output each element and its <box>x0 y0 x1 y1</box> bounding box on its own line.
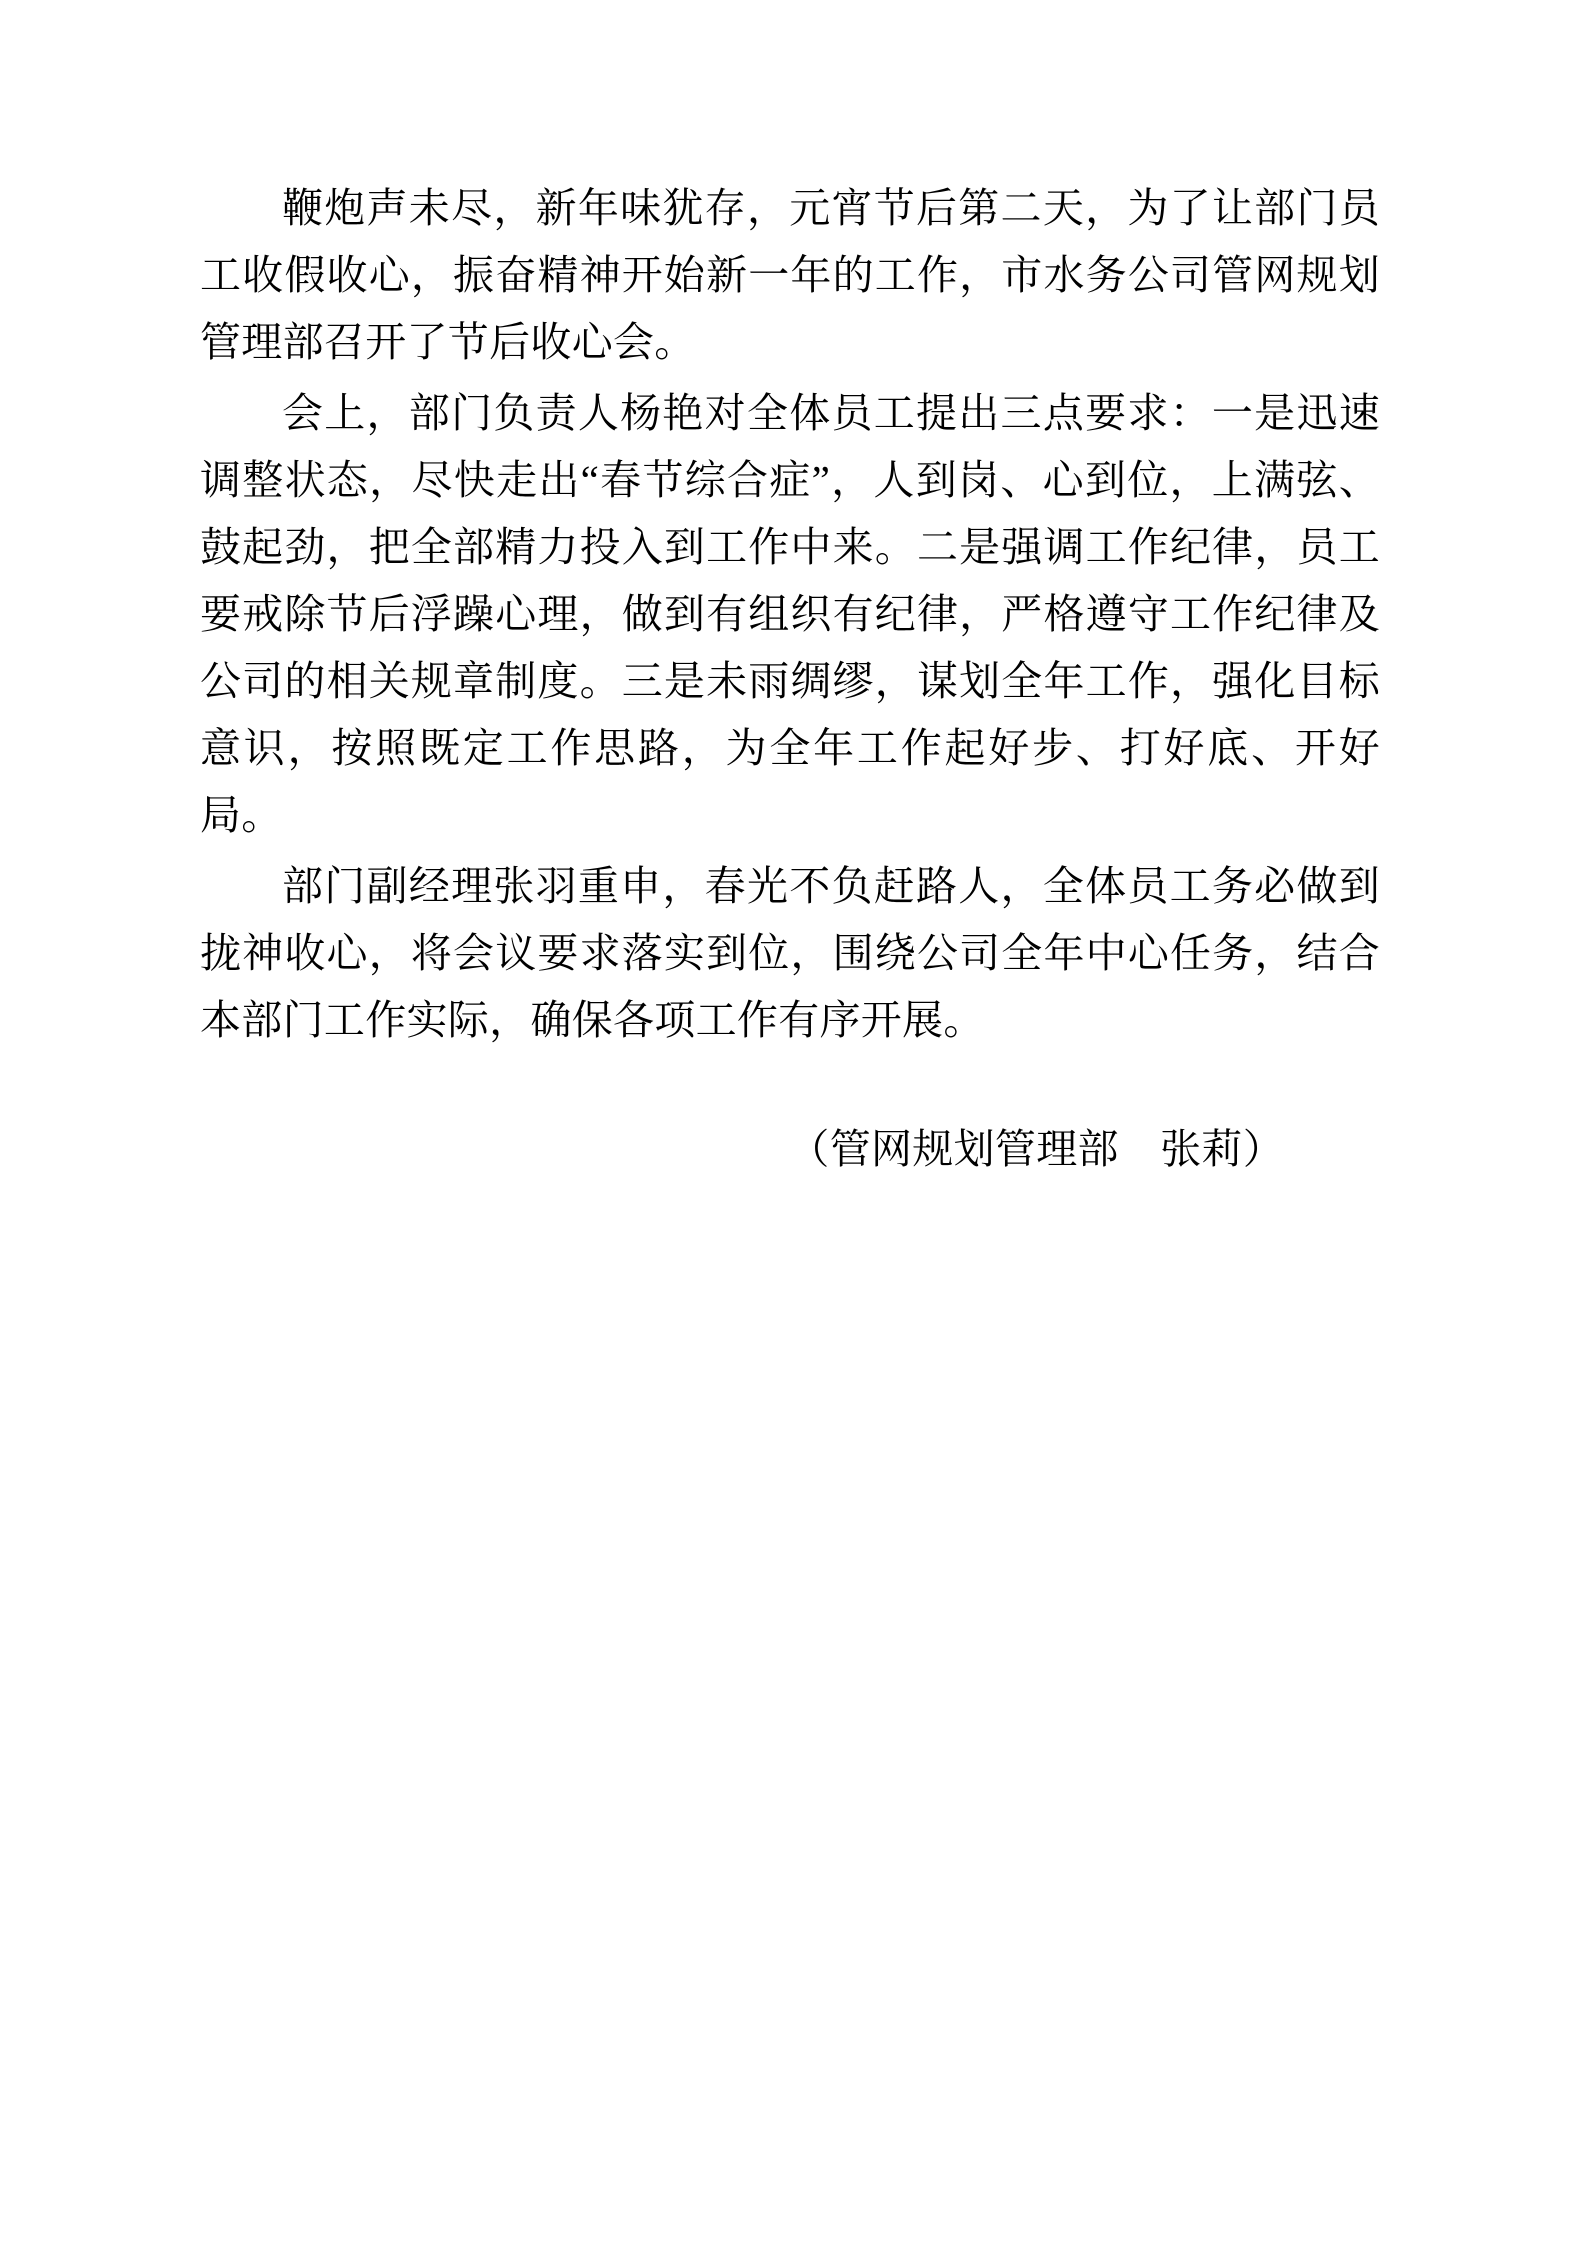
document-body <box>200 175 1380 1183</box>
paragraph-1: 鞭炮声未尽，新年味犹存，元宵节后第二天，为了让部门员工收假收心，振奋精神开始新一年的工作，市水务公司管网规划管理部召开了节后收心会。 <box>200 185 1380 365</box>
document-signature: （管网规划管理部 张莉） <box>788 1126 1284 1172</box>
paragraph-3: 部门副经理张羽重申，春光不负赶路人，全体员工务必做到拢神收心，将会议要求落实到位，围绕公司全年中心任务，结合本部门工作实际，确保各项工作有序开展。 <box>200 863 1380 1043</box>
paragraph-2: 会上，部门负责人杨艳对全体员工提出三点要求：一是迅速调整状态，尽快走出“春节综合症”，人到岗、心到位，上满弦、鼓起劲，把全部精力投入到工作中来。二是强调工作纪律，员工要戒除节后浮躁心理，做到有组织有纪律，严格遵守工作纪律及公司的相关规章制度。三是未雨绸缪，谋划全年工作，强化目标意识，按照既定工作思路，为全年工作起好步、打好底、开好局。 <box>200 390 1380 838</box>
